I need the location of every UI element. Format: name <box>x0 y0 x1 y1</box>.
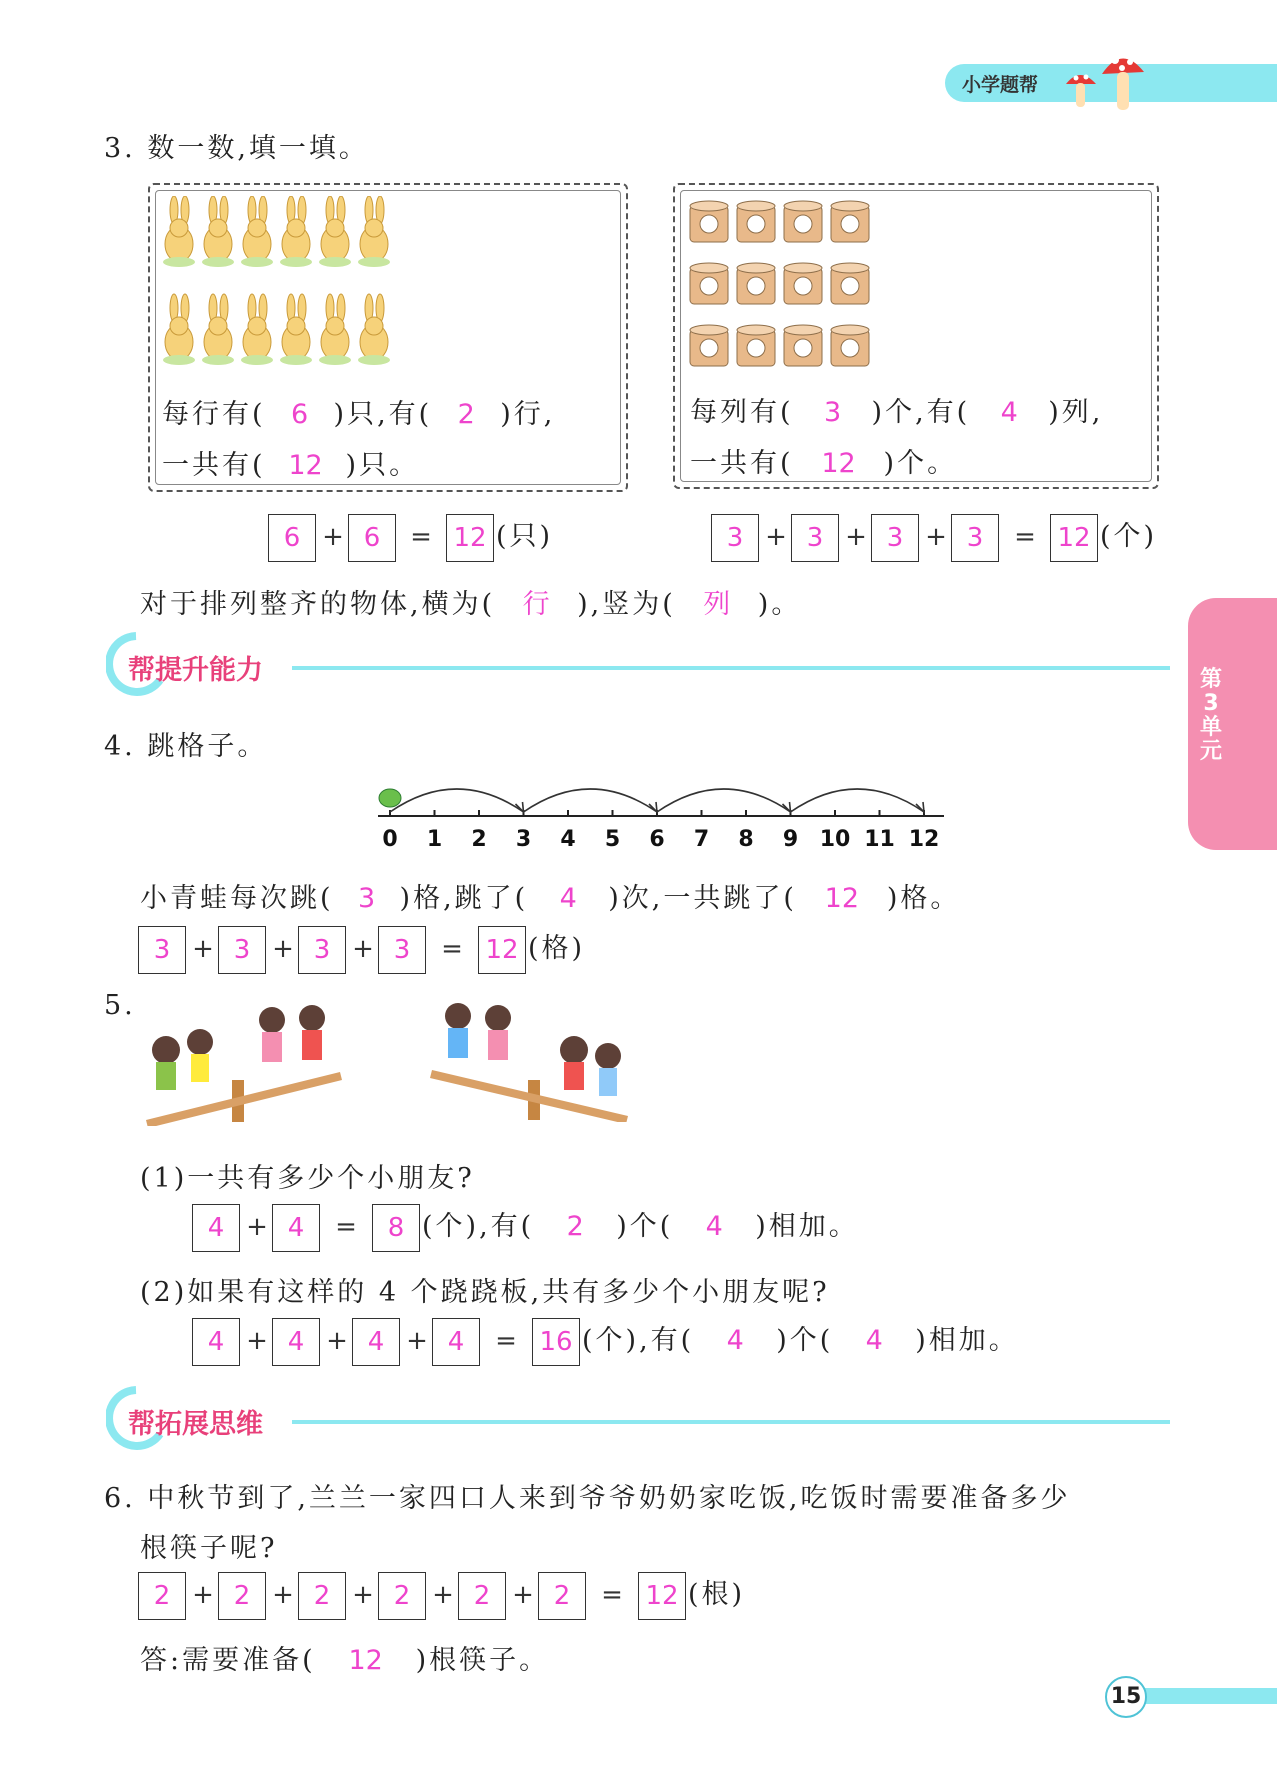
label: 每行有( <box>162 399 266 430</box>
unit-label: (根) <box>688 1579 746 1610</box>
plus-sign: + <box>352 1580 374 1610</box>
label: 小青蛙每次跳( <box>140 883 334 914</box>
answer-box[interactable]: 2 <box>218 1572 266 1620</box>
plus-sign: + <box>432 1580 454 1610</box>
plus-sign: + <box>352 934 374 964</box>
answer-box[interactable]: 16 <box>532 1318 580 1366</box>
answer-box[interactable]: 2 <box>538 1572 586 1620</box>
answer-box[interactable]: 3 <box>711 514 759 562</box>
jump-arc <box>390 789 524 812</box>
answer-value: 6 <box>290 399 309 430</box>
answer-box[interactable]: 3 <box>951 514 999 562</box>
number-line-label: 0 <box>382 827 398 852</box>
answer-box[interactable]: 3 <box>378 926 426 974</box>
plus-sign: + <box>192 934 214 964</box>
q6-title-line1: 6. 中秋节到了,兰兰一家四口人来到爷爷奶奶家吃饭,吃饭时需要准备多少 <box>104 1483 1071 1514</box>
q6-answer <box>140 1638 549 1677</box>
answer-box[interactable]: 3 <box>791 514 839 562</box>
rabbit-group-image <box>162 196 412 376</box>
section-divider <box>292 1420 1170 1424</box>
q3-summary <box>140 582 801 621</box>
plus-sign: + <box>326 1326 348 1356</box>
answer-box[interactable]: 4 <box>192 1318 240 1366</box>
label: 答:需要准备( <box>140 1645 316 1676</box>
section-divider <box>292 666 1170 670</box>
label: )个。 <box>883 448 958 479</box>
plus-sign: + <box>765 522 787 552</box>
q3-right-line2 <box>690 441 957 480</box>
label: 每列有( <box>690 397 794 428</box>
label: )个( <box>616 1211 674 1242</box>
q3-left-line1 <box>162 392 555 431</box>
number-line-label: 4 <box>560 827 576 852</box>
label: 对于排列整齐的物体,横为( <box>140 589 496 620</box>
answer-box[interactable]: 12 <box>638 1572 686 1620</box>
answer-box[interactable]: 12 <box>1050 514 1098 562</box>
answer-value: 12 <box>824 883 860 914</box>
equals-sign: = <box>495 1326 517 1356</box>
plus-sign: + <box>406 1326 428 1356</box>
unit-label: (个) <box>1100 521 1158 552</box>
jump-arc <box>524 789 658 812</box>
answer-value: 3 <box>823 397 842 428</box>
label: )格,跳了( <box>399 883 529 914</box>
mushroom-icon <box>1060 44 1150 116</box>
jump-arc <box>791 789 925 812</box>
number-line-label: 10 <box>819 827 851 852</box>
q4-title: 4. 跳格子。 <box>104 731 268 762</box>
number-line-label: 11 <box>864 827 895 852</box>
answer-box[interactable]: 3 <box>298 926 346 974</box>
number-line-label: 9 <box>782 827 799 852</box>
jump-arc <box>657 789 791 812</box>
unit-tab-label: 第3单元 <box>1199 667 1222 764</box>
number-line-label: 12 <box>908 827 940 852</box>
label: (个),有( <box>582 1325 695 1356</box>
q3-left-line2 <box>162 443 419 482</box>
answer-value: 列 <box>703 589 731 620</box>
equals-sign: = <box>410 522 432 552</box>
equals-sign: = <box>601 1580 623 1610</box>
label: )只,有( <box>333 399 433 430</box>
plus-sign: + <box>272 934 294 964</box>
equals-sign: = <box>1014 522 1036 552</box>
equation-tail <box>582 1318 1019 1364</box>
answer-box[interactable]: 8 <box>372 1204 420 1252</box>
label: )。 <box>757 589 802 620</box>
plus-sign: + <box>845 522 867 552</box>
plus-sign: + <box>322 522 344 552</box>
answer-box[interactable]: 2 <box>458 1572 506 1620</box>
answer-value: 12 <box>821 448 856 479</box>
answer-value: 12 <box>288 450 323 481</box>
label: 一共有( <box>162 450 266 481</box>
number-line-label: 1 <box>426 827 443 852</box>
section-title: 帮拓展思维 <box>128 1409 263 1440</box>
plus-sign: + <box>272 1580 294 1610</box>
q5-title: 5. <box>104 990 136 1021</box>
number-line-label: 6 <box>649 827 665 852</box>
label: )只。 <box>345 450 420 481</box>
label: )个,有( <box>871 397 971 428</box>
q5-question-1: (1)一共有多少个小朋友? <box>140 1163 475 1194</box>
answer-box[interactable]: 6 <box>268 514 316 562</box>
answer-value: 4 <box>726 1325 744 1356</box>
answer-box[interactable]: 6 <box>348 514 396 562</box>
plus-sign: + <box>192 1580 214 1610</box>
q3-right-line1 <box>690 390 1103 429</box>
answer-value: 2 <box>457 399 475 430</box>
plus-sign: + <box>512 1580 534 1610</box>
plus-sign: + <box>246 1212 268 1242</box>
equals-sign: = <box>441 934 463 964</box>
answer-value: 4 <box>705 1211 723 1242</box>
unit-label: (格) <box>528 933 586 964</box>
number-line-label: 2 <box>471 827 487 852</box>
answer-box[interactable]: 3 <box>871 514 919 562</box>
frog-icon <box>379 789 401 807</box>
number-line-label: 3 <box>515 827 532 852</box>
answer-value: 4 <box>1000 397 1018 428</box>
label: )格。 <box>886 883 961 914</box>
label: )次,一共跳了( <box>608 883 797 914</box>
q3-title: 3. 数一数,填一填。 <box>104 133 369 164</box>
label: )相加。 <box>915 1325 1019 1356</box>
label: )个( <box>776 1325 834 1356</box>
header-brand: 小学题帮 <box>962 74 1039 96</box>
answer-value: 12 <box>348 1645 383 1676</box>
answer-box[interactable]: 12 <box>478 926 526 974</box>
q5-question-2: (2)如果有这样的 4 个跷跷板,共有多少个小朋友呢? <box>140 1277 830 1308</box>
seesaw-image-1 <box>140 1002 350 1126</box>
answer-box[interactable]: 2 <box>298 1572 346 1620</box>
label: )相加。 <box>755 1211 859 1242</box>
number-line-label: 7 <box>693 827 710 852</box>
answer-box[interactable]: 2 <box>378 1572 426 1620</box>
answer-box[interactable]: 4 <box>272 1204 320 1252</box>
section-title: 帮提升能力 <box>128 655 263 686</box>
number-line-label: 8 <box>738 827 754 852</box>
label: )行, <box>500 399 556 430</box>
answer-value: 3 <box>357 883 376 914</box>
label: (个),有( <box>422 1211 535 1242</box>
cup-group-image <box>688 200 888 372</box>
answer-value: 4 <box>865 1325 883 1356</box>
answer-box[interactable]: 12 <box>446 514 494 562</box>
answer-box[interactable]: 4 <box>192 1204 240 1252</box>
answer-box[interactable]: 4 <box>272 1318 320 1366</box>
q6-title-line2: 根筷子呢? <box>140 1533 278 1564</box>
number-line <box>370 774 950 854</box>
label: )列, <box>1048 397 1104 428</box>
page-number: 15 <box>1105 1676 1147 1718</box>
page-band <box>1145 1688 1277 1704</box>
answer-value: 2 <box>566 1211 584 1242</box>
equals-sign: = <box>335 1212 357 1242</box>
q4-sentence <box>140 876 960 915</box>
plus-sign: + <box>925 522 947 552</box>
label: )根筷子。 <box>415 1645 550 1676</box>
unit-label: (只) <box>496 521 554 552</box>
answer-box[interactable]: 3 <box>138 926 186 974</box>
label: 一共有( <box>690 448 794 479</box>
equation-tail <box>422 1204 859 1250</box>
answer-box[interactable]: 4 <box>432 1318 480 1366</box>
answer-value: 4 <box>559 883 577 914</box>
answer-box[interactable]: 4 <box>352 1318 400 1366</box>
seesaw-image-2 <box>428 998 638 1122</box>
plus-sign: + <box>246 1326 268 1356</box>
answer-value: 行 <box>522 589 550 620</box>
label: ),竖为( <box>577 589 676 620</box>
answer-box[interactable]: 3 <box>218 926 266 974</box>
answer-box[interactable]: 2 <box>138 1572 186 1620</box>
number-line-label: 5 <box>604 827 621 852</box>
